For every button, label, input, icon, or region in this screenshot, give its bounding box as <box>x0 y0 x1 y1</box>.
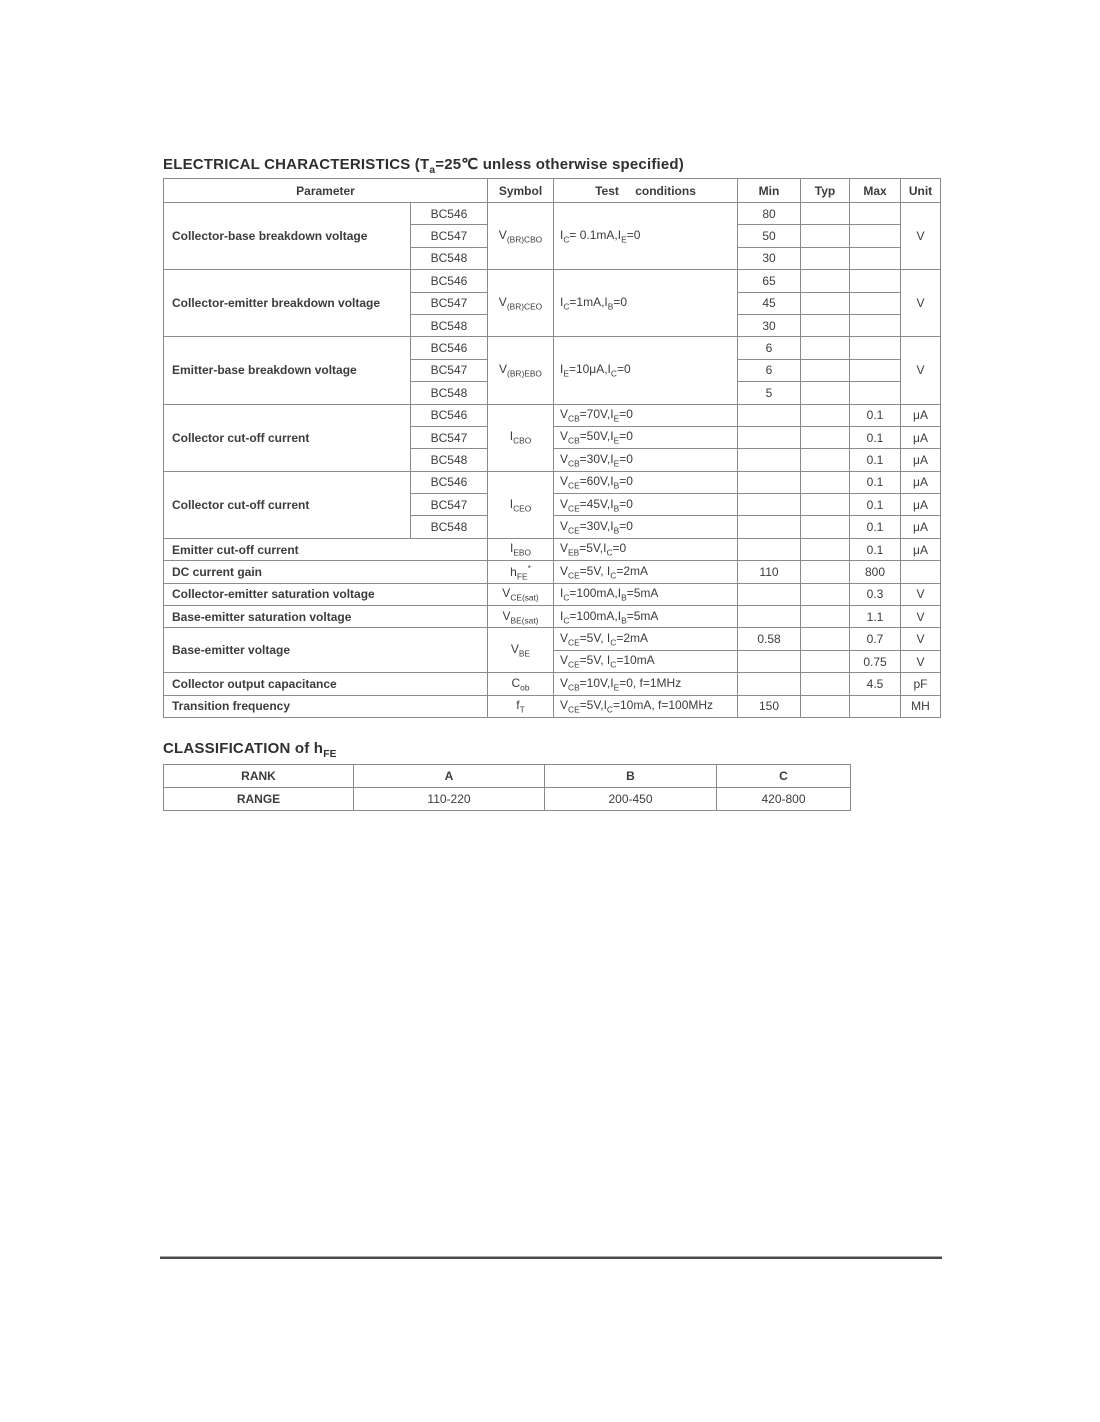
symbol-cell: $V_{CE(sat)}$ <box>488 583 554 605</box>
max-cell: 1.1 <box>850 606 901 628</box>
table-row <box>164 561 941 583</box>
range-b: 200-450 <box>545 788 717 811</box>
param-cell: Emitter-base breakdown voltage <box>164 337 411 404</box>
condition-cell: $V_{CE}=5V,I_C=10mA$, f=100MHz <box>554 695 738 717</box>
typ-cell <box>801 471 850 493</box>
max-cell <box>850 695 901 717</box>
param-cell: Base-emitter saturation voltage <box>164 606 488 628</box>
max-cell <box>850 292 901 314</box>
symbol-cell: $f_T$ <box>488 695 554 717</box>
symbol-cell: $V_{BE(sat)}$ <box>488 606 554 628</box>
unit-cell: V <box>901 203 941 270</box>
param-cell: Base-emitter voltage <box>164 628 488 673</box>
device-cell: BC546 <box>411 337 488 359</box>
max-cell: 0.1 <box>850 516 901 538</box>
table-row <box>164 788 851 811</box>
max-cell: 0.75 <box>850 650 901 672</box>
range-c: 420-800 <box>717 788 851 811</box>
unit-cell: μA <box>901 494 941 516</box>
typ-cell <box>801 650 850 672</box>
max-cell <box>850 382 901 404</box>
min-cell <box>738 494 801 516</box>
condition-cell: $V_{CB}=30V,I_E=0$ <box>554 449 738 471</box>
typ-cell <box>801 426 850 448</box>
typ-cell <box>801 382 850 404</box>
header-typ: Typ <box>801 179 850 203</box>
table-row <box>164 337 941 359</box>
max-cell: 0.1 <box>850 471 901 493</box>
typ-cell <box>801 404 850 426</box>
rank-a: A <box>354 765 545 788</box>
min-cell <box>738 583 801 605</box>
device-cell: BC548 <box>411 247 488 269</box>
table-header-row <box>164 179 941 203</box>
min-cell <box>738 606 801 628</box>
symbol-cell: $I_{CBO}$ <box>488 404 554 471</box>
rank-label: RANK <box>164 765 354 788</box>
condition-cell: $I_C= 0.1mA,I_E=0$ <box>554 203 738 270</box>
unit-cell: V <box>901 650 941 672</box>
range-a: 110-220 <box>354 788 545 811</box>
max-cell <box>850 225 901 247</box>
max-cell <box>850 337 901 359</box>
table-row <box>164 270 941 292</box>
typ-cell <box>801 203 850 225</box>
typ-cell <box>801 337 850 359</box>
condition-cell: $V_{CE}=60V,I_B=0$ <box>554 471 738 493</box>
max-cell <box>850 359 901 381</box>
condition-cell: $I_E=10\mu A,I_C=0$ <box>554 337 738 404</box>
min-cell: 6 <box>738 337 801 359</box>
condition-cell: $V_{CB}=70V,I_E=0$ <box>554 404 738 426</box>
unit-cell: pF <box>901 673 941 695</box>
min-cell <box>738 650 801 672</box>
min-cell: 110 <box>738 561 801 583</box>
typ-cell <box>801 314 850 336</box>
symbol-cell: $V_{(BR)EBO}$ <box>488 337 554 404</box>
typ-cell <box>801 516 850 538</box>
condition-cell: $V_{CE}=5V$, $I_C=2mA$ <box>554 561 738 583</box>
typ-cell <box>801 628 850 650</box>
condition-cell: $V_{CE}=5V$, $I_C=10mA$ <box>554 650 738 672</box>
device-cell: BC547 <box>411 225 488 247</box>
min-cell <box>738 449 801 471</box>
param-cell: Transition frequency <box>164 695 488 717</box>
min-cell: 30 <box>738 314 801 336</box>
unit-cell: MH <box>901 695 941 717</box>
typ-cell <box>801 538 850 560</box>
condition-cell: $V_{CE}=5V$, $I_C=2mA$ <box>554 628 738 650</box>
unit-cell: V <box>901 337 941 404</box>
min-cell: 45 <box>738 292 801 314</box>
unit-cell: μA <box>901 426 941 448</box>
unit-cell: μA <box>901 516 941 538</box>
max-cell: 0.1 <box>850 404 901 426</box>
max-cell: 800 <box>850 561 901 583</box>
device-cell: BC546 <box>411 270 488 292</box>
typ-cell <box>801 449 850 471</box>
symbol-cell: $C_{ob}$ <box>488 673 554 695</box>
symbol-cell: $h_{FE}^*$ <box>488 561 554 583</box>
typ-cell <box>801 494 850 516</box>
unit-cell: μA <box>901 538 941 560</box>
condition-cell: $V_{CB}=50V,I_E=0$ <box>554 426 738 448</box>
max-cell: 0.1 <box>850 494 901 516</box>
symbol-cell: $V_{(BR)CBO}$ <box>488 203 554 270</box>
header-min: Min <box>738 179 801 203</box>
table-row <box>164 471 941 493</box>
max-cell: 0.1 <box>850 449 901 471</box>
min-cell: 5 <box>738 382 801 404</box>
table-row <box>164 673 941 695</box>
param-cell: DC current gain <box>164 561 488 583</box>
unit-cell: V <box>901 606 941 628</box>
header-parameter: Parameter <box>164 179 488 203</box>
unit-cell: V <box>901 583 941 605</box>
typ-cell <box>801 292 850 314</box>
max-cell: 0.3 <box>850 583 901 605</box>
header-max: Max <box>850 179 901 203</box>
condition-cell: $V_{EB}=5V,I_C=0$ <box>554 538 738 560</box>
min-cell: 30 <box>738 247 801 269</box>
min-cell <box>738 426 801 448</box>
condition-cell: $I_C=100mA,I_B=5mA$ <box>554 583 738 605</box>
param-cell: Collector cut-off current <box>164 471 411 538</box>
min-cell <box>738 471 801 493</box>
typ-cell <box>801 583 850 605</box>
max-cell: 0.1 <box>850 538 901 560</box>
param-cell: Collector-emitter saturation voltage <box>164 583 488 605</box>
device-cell: BC546 <box>411 471 488 493</box>
unit-cell: μA <box>901 471 941 493</box>
condition-cell: $V_{CE}=30V,I_B=0$ <box>554 516 738 538</box>
max-cell: 0.7 <box>850 628 901 650</box>
param-cell: Collector-base breakdown voltage <box>164 203 411 270</box>
header-symbol: Symbol <box>488 179 554 203</box>
max-cell <box>850 203 901 225</box>
max-cell <box>850 247 901 269</box>
device-cell: BC546 <box>411 203 488 225</box>
electrical-characteristics-table <box>163 178 941 718</box>
electrical-characteristics-title: ELECTRICAL CHARACTERISTICS ($T_a=25℃$ unless otherwise specified) <box>163 156 684 176</box>
min-cell: 0.58 <box>738 628 801 650</box>
symbol-cell: $V_{(BR)CEO}$ <box>488 270 554 337</box>
max-cell: 0.1 <box>850 426 901 448</box>
param-cell: Collector output capacitance <box>164 673 488 695</box>
min-cell: 80 <box>738 203 801 225</box>
min-cell: 150 <box>738 695 801 717</box>
unit-cell: V <box>901 270 941 337</box>
page-footer-rule <box>160 1256 942 1259</box>
range-label: RANGE <box>164 788 354 811</box>
max-cell <box>850 270 901 292</box>
symbol-cell: $V_{BE}$ <box>488 628 554 673</box>
header-test-conditions: Test conditions <box>554 179 738 203</box>
device-cell: BC548 <box>411 449 488 471</box>
hfe-classification-table <box>163 764 851 811</box>
param-cell: Collector-emitter breakdown voltage <box>164 270 411 337</box>
param-cell: Collector cut-off current <box>164 404 411 471</box>
symbol-cell: $I_{EBO}$ <box>488 538 554 560</box>
min-cell <box>738 673 801 695</box>
header-unit: Unit <box>901 179 941 203</box>
condition-cell: $I_C=1mA,I_B=0$ <box>554 270 738 337</box>
typ-cell <box>801 270 850 292</box>
device-cell: BC547 <box>411 426 488 448</box>
rank-c: C <box>717 765 851 788</box>
table-row <box>164 606 941 628</box>
device-cell: BC547 <box>411 292 488 314</box>
min-cell: 6 <box>738 359 801 381</box>
min-cell <box>738 404 801 426</box>
typ-cell <box>801 561 850 583</box>
table-row <box>164 765 851 788</box>
unit-cell: μA <box>901 449 941 471</box>
unit-cell: μA <box>901 404 941 426</box>
min-cell <box>738 516 801 538</box>
table-row <box>164 628 941 650</box>
min-cell: 50 <box>738 225 801 247</box>
min-cell: 65 <box>738 270 801 292</box>
condition-cell: $V_{CE}=45V,I_B=0$ <box>554 494 738 516</box>
typ-cell <box>801 606 850 628</box>
table-row <box>164 583 941 605</box>
device-cell: BC548 <box>411 314 488 336</box>
device-cell: BC547 <box>411 494 488 516</box>
table-row <box>164 538 941 560</box>
table-row <box>164 203 941 225</box>
rank-b: B <box>545 765 717 788</box>
device-cell: BC546 <box>411 404 488 426</box>
typ-cell <box>801 695 850 717</box>
condition-cell: $I_C=100mA,I_B=5mA$ <box>554 606 738 628</box>
classification-title: CLASSIFICATION of $h_{FE}$ <box>163 740 337 760</box>
typ-cell <box>801 673 850 695</box>
param-cell: Emitter cut-off current <box>164 538 488 560</box>
typ-cell <box>801 247 850 269</box>
typ-cell <box>801 359 850 381</box>
min-cell <box>738 538 801 560</box>
table-row <box>164 695 941 717</box>
device-cell: BC548 <box>411 382 488 404</box>
max-cell: 4.5 <box>850 673 901 695</box>
table-row <box>164 404 941 426</box>
symbol-cell: $I_{CEO}$ <box>488 471 554 538</box>
max-cell <box>850 314 901 336</box>
unit-cell: V <box>901 628 941 650</box>
condition-cell: $V_{CB}=10V,I_E=0$, f=1MHz <box>554 673 738 695</box>
device-cell: BC548 <box>411 516 488 538</box>
typ-cell <box>801 225 850 247</box>
unit-cell <box>901 561 941 583</box>
device-cell: BC547 <box>411 359 488 381</box>
